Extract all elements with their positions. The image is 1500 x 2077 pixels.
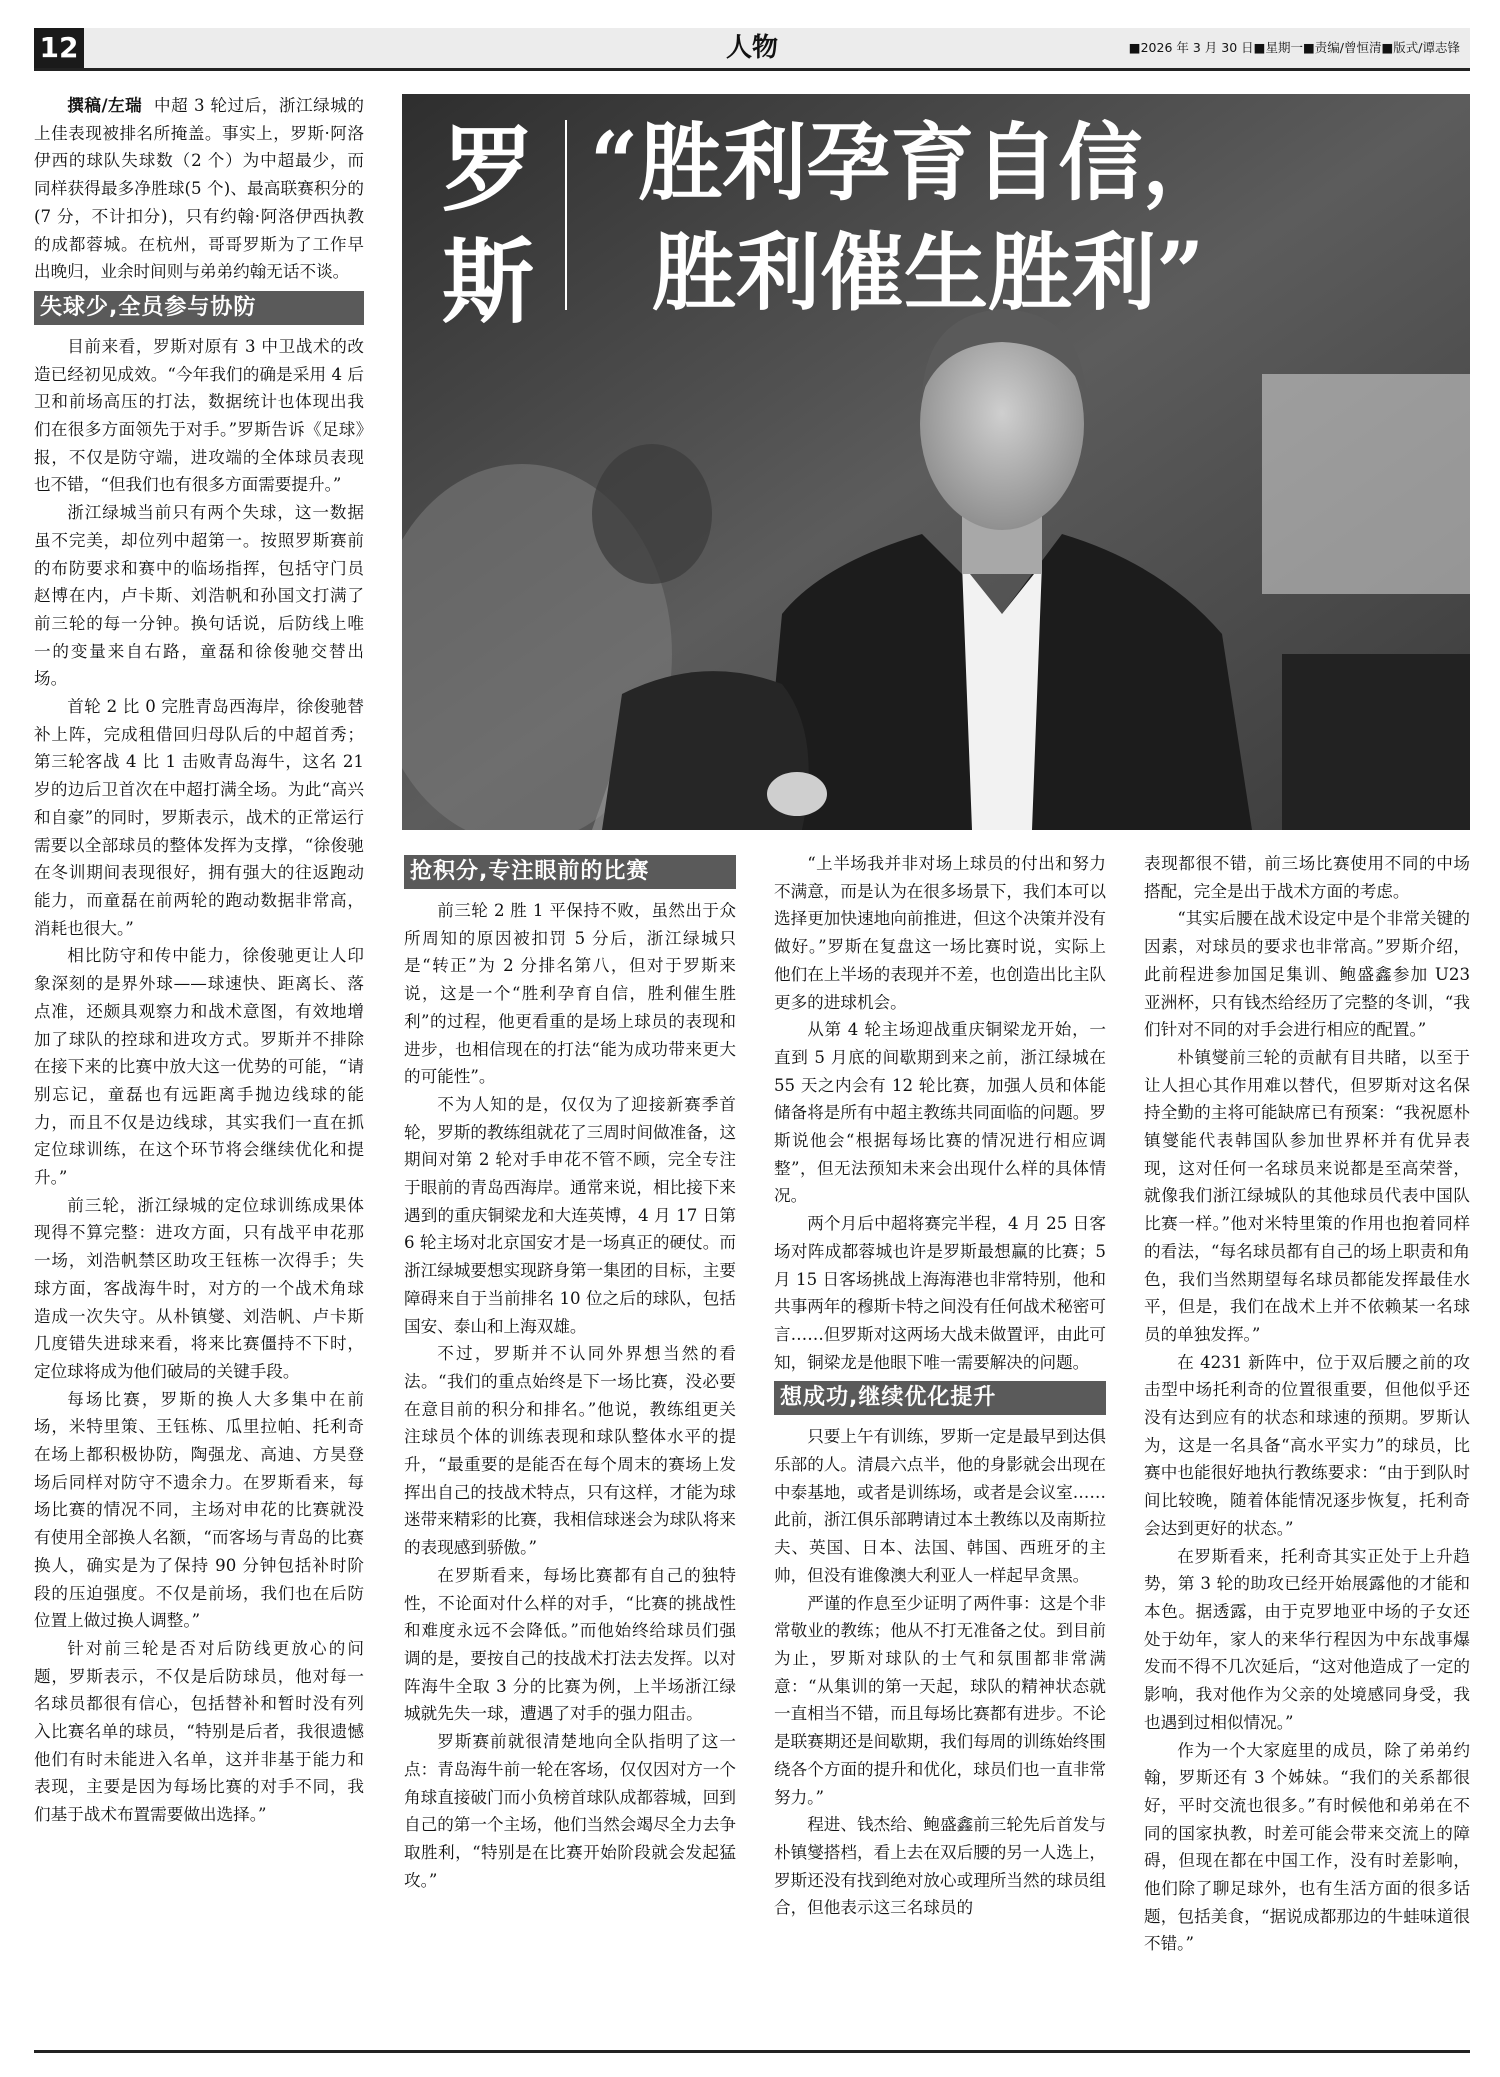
paragraph: 不为人知的是，仅仅为了迎接新赛季首轮，罗斯的教练组就花了三周时间做准备，这期间对第 2 轮对手申花不管不顾，完全专注于眼前的青岛西海岸。通常来说，相比接下来遇到的重庆铜梁龙和大连英博，4 月 17 日第 6 轮主场对北京国安才是一场真正的硬仗。而浙江绿城要想实现跻身第一集团的目标，主要障碍来自于当前排名 10 位之后的球队，包括国安、泰山和上海双雄。	[404, 1094, 736, 1336]
paragraph: 作为一个大家庭里的成员，除了弟弟约翰，罗斯还有 3 个姊妹。“我们的关系都很好，平时交流也很多。”有时候他和弟弟在不同的国家执教，时差可能会带来交流上的障碍，但现在都在中国工作，没有时差影响，他们除了聊足球外，也有生活方面的很多话题，包括美食，“据说成都那边的牛蛙味道很不错。”	[1144, 1740, 1470, 1954]
paragraph: 朴镇燮前三轮的贡献有目共睹，以至于让人担心其作用难以替代，但罗斯对这名保持全勤的主将可能缺席已有预案：“我祝愿朴镇燮能代表韩国队参加世界杯并有优异表现，这对任何一名球员来说都是至高荣誉，就像我们浙江绿城队的其他球员代表中国队比赛一样。”他对米特里策的作用也抱着同样的看法，“每名球员都有自己的场上职责和角色，我们当然期望每名球员都能发挥最佳水平，但是，我们在战术上并不依赖某一名球员的单独发挥。”	[1144, 1047, 1470, 1344]
title-divider	[565, 120, 567, 310]
section-title: 人物	[725, 33, 778, 63]
page-number: 12	[34, 28, 84, 68]
subhead-success: 想成功,继续优化提升	[774, 1381, 1106, 1415]
paragraph: 前三轮，浙江绿城的定位球训练成果体现得不算完整：进攻方面，只有战平申花那一场，刘浩帆禁区助攻王钰栋一次得手；失球方面，客战海牛时，对方的一个战术角球造成一次失守。从朴镇燮、刘浩帆、卢卡斯几度错失进球来看，将来比赛僵持不下时，定位球将成为他们破局的关键手段。	[34, 1195, 364, 1381]
paragraph: 在罗斯看来，每场比赛都有自己的独特性，不论面对什么样的对手，“比赛的挑战性和难度永远不会降低。”而他始终给球员们强调的是，要按自己的技战术打法去发挥。以对阵海牛全取 3 分的比赛为例，上半场浙江绿城就先失一球，遭遇了对手的强力阻击。	[404, 1565, 736, 1724]
page-header	[34, 28, 1470, 71]
subhead-defense: 失球少,全员参与协防	[34, 291, 364, 325]
column-1	[34, 92, 364, 1829]
coach-name-char: 斯	[442, 228, 535, 336]
coach-name	[442, 114, 534, 338]
paragraph: 在 4231 新阵中，位于双后腰之前的攻击型中场托利奇的位置很重要，但他似乎还没有达到应有的状态和球速的预期。罗斯认为，这是一名具备“高水平实力”的球员，比赛中也能很好地执行教练要求：“由于到队时间比较晚，随着体能情况逐步恢复，托利奇会达到更好的状态。”	[1144, 1352, 1470, 1538]
paragraph: “上半场我并非对场上球员的付出和努力不满意，而是认为在很多场景下，我们本可以选择更加快速地向前推进，但这个决策并没有做好。”罗斯在复盘这一场比赛时说，实际上他们在上半场的表现并不差，也创造出比主队更多的进球机会。	[774, 854, 1106, 1012]
paragraph: 每场比赛，罗斯的换人大多集中在前场，米特里策、王钰栋、瓜里拉帕、托利奇在场上都积极协防，陶强龙、高迪、方昊登场后同样对防守不遗余力。在罗斯看来，每场比赛的情况不同，主场对申花的比赛就没有使用全部换人名额，“而客场与青岛的比赛换人，确实是为了保持 90 分钟包括补时阶段的压迫强度。不仅是前场，我们也在后防位置上做过换人调整。”	[34, 1389, 364, 1631]
coach-photo	[402, 94, 1470, 830]
paragraph: 从第 4 轮主场迎战重庆铜梁龙开始，一直到 5 月底的间歇期到来之前，浙江绿城在 55 天之内会有 12 轮比赛，加强人员和体能储备将是所有中超主教练共同面临的问题。罗斯说他会“根据每场比赛的情况进行相应调整”，但无法预知未来会出现什么样的具体情况。	[774, 1020, 1106, 1206]
paragraph: 程进、钱杰给、鲍盛鑫前三轮先后首发与朴镇燮搭档，看上去在双后腰的另一人选上，罗斯还没有找到绝对放心或理所当然的球员组合，但他表示这三名球员的	[774, 1815, 1106, 1918]
intro-text: 中超 3 轮过后，浙江绿城的上佳表现被排名所掩盖。事实上，罗斯·阿洛伊西的球队失球数（2 个）为中超最少，而同样获得最多净胜球(5 个)、最高联赛积分的(7 分，不计扣分)，只有约翰·阿洛伊西执教的成都蓉城。在杭州，哥哥罗斯为了工作早出晚归，业余时间则与弟弟约翰无话不谈。	[34, 96, 364, 282]
headline	[590, 108, 1226, 328]
paragraph: 罗斯赛前就很清楚地向全队指明了这一点：青岛海牛前一轮在客场，仅仅因对方一个角球直接破门而小负榜首球队成都蓉城，回到自己的第一个主场，他们当然会竭尽全力去争取胜利，“特别是在比赛开始阶段就会发起猛攻。”	[404, 1732, 736, 1890]
column-3	[774, 850, 1106, 1922]
paragraph: 相比防守和传中能力，徐俊驰更让人印象深刻的是界外球——球速快、距离长、落点准，还颇具观察力和战术意图，有效地增加了球队的控球和进攻方式。罗斯并不排除在接下来的比赛中放大这一优势的可能，“请别忘记，童磊也有远距离手抛边线球的能力，而且不仅是边线球，其实我们一直在抓定位球训练，在这个环节将会继续优化和提升。”	[34, 946, 364, 1188]
paragraph: 前三轮 2 胜 1 平保持不败，虽然出于众所周知的原因被扣罚 5 分后，浙江绿城只是“转正”为 2 分排名第八，但对于罗斯来说，这是一个“胜利孕育自信，胜利催生胜利”的过程，他更看重的是场上球员的表现和进步，也相信现在的打法“能为成功带来更大的可能性”。	[404, 901, 736, 1087]
intro-paragraph	[34, 92, 364, 286]
paragraph: 浙江绿城当前只有两个失球，这一数据虽不完美，却位列中超第一。按照罗斯赛前的布防要求和赛中的临场指挥，包括守门员赵博在内，卢卡斯、刘浩帆和孙国文打满了前三轮的每一分钟。换句话说，后防线上唯一的变量来自右路，童磊和徐俊驰交替出场。	[34, 503, 364, 689]
column-4	[1144, 850, 1470, 1958]
column-2	[404, 850, 736, 1894]
headline-line-2: 胜利催生胜利”	[652, 223, 1205, 322]
headline-line-1: “胜利孕育自信，	[590, 113, 1227, 212]
subhead-points: 抢积分,专注眼前的比赛	[404, 855, 736, 889]
paragraph: 严谨的作息至少证明了两件事：这是个非常敬业的教练；他从不打无准备之仗。到目前为止，罗斯对球队的士气和氛围都非常满意：“从集训的第一天起，球队的精神状态就一直相当不错，而且每场比赛都有进步。不论是联赛期还是间歇期，我们每周的训练始终围绕各个方面的提升和优化，球员们也一直非常努力。”	[774, 1593, 1106, 1807]
paragraph: 两个月后中超将赛完半程，4 月 25 日客场对阵成都蓉城也许是罗斯最想赢的比赛；5 月 15 日客场挑战上海海港也非常特别，他和共事两年的穆斯卡特之间没有任何战术秘密可言……但罗斯对这两场大战未做置评，由此可知，铜梁龙是他眼下唯一需要解决的问题。	[774, 1214, 1106, 1372]
paragraph: 首轮 2 比 0 完胜青岛西海岸，徐俊驰替补上阵，完成租借回归母队后的中超首秀；第三轮客战 4 比 1 击败青岛海牛，这名 21 岁的边后卫首次在中超打满全场。为此“高兴和自豪”的同时，罗斯表示，战术的正常运行需要以全部球员的整体发挥为支撑，“徐俊驰在冬训期间表现很好，拥有强大的往返跑动能力，而童磊在前两轮的跑动数据非常高，消耗也很大。”	[34, 697, 364, 938]
paragraph: 在罗斯看来，托利奇其实正处于上升趋势，第 3 轮的助攻已经开始展露他的才能和本色。据透露，由于克罗地亚中场的子女还处于幼年，家人的来华行程因为中东战事爆发而不得不几次延后，“这对他造成了一定的影响，我对他作为父亲的处境感同身受，我也遇到过相似情况。”	[1144, 1546, 1470, 1732]
paragraph: 针对前三轮是否对后防线更放心的问题，罗斯表示，不仅是后防球员，他对每一名球员都很有信心，包括替补和暂时没有列入比赛名单的球员，“特别是后者，我很遗憾他们有时未能进入名单，这并非基于能力和表现，主要是因为每场比赛的对手不同，我们基于战术布置需要做出选择。”	[34, 1638, 364, 1825]
paragraph-continued: 表现都很不错，前三场比赛使用不同的中场搭配，完全是出于战术方面的考虑。	[1144, 854, 1470, 901]
footer-rule	[34, 2050, 1470, 2053]
paragraph: 不过，罗斯并不认同外界想当然的看法。“我们的重点始终是下一场比赛，没必要在意目前的积分和排名。”他说，教练组更关注球员个体的训练表现和球队整体水平的提升，“最重要的是能否在每个周末的赛场上发挥出自己的技战术特点，只有这样，才能为球迷带来精彩的比赛，我相信球迷会为球队将来的表现感到骄傲。”	[404, 1344, 736, 1558]
paragraph: 只要上午有训练，罗斯一定是最早到达俱乐部的人。清晨六点半，他的身影就会出现在中泰基地，或者是训练场，或者是会议室……此前，浙江俱乐部聘请过本土教练以及南斯拉夫、英国、日本、法国、韩国、西班牙的主帅，但没有谁像澳大利亚人一样起早贪黑。	[774, 1427, 1106, 1585]
coach-name-char: 罗	[442, 116, 535, 224]
dateline: ■2026 年 3 月 30 日■星期一■责编/曾恒清■版式/谭志锋	[1128, 40, 1460, 55]
paragraph: 目前来看，罗斯对原有 3 中卫战术的改造已经初见成效。“今年我们的确是采用 4 后卫和前场高压的打法，数据统计也体现出我们在很多方面领先于对手。”罗斯告诉《足球》报，不仅是防守端，进攻端的全体球员表现也不错，“但我们也有很多方面需要提升。”	[34, 336, 364, 495]
paragraph: “其实后腰在战术设定中是个非常关键的因素，对球员的要求也非常高。”罗斯介绍，此前程进参加国足集训、鲍盛鑫参加 U23 亚洲杯，只有钱杰给经历了完整的冬训，“我们针对不同的对手会进行相应的配置。”	[1144, 909, 1470, 1040]
byline: 撰稿/左瑞	[67, 96, 143, 115]
